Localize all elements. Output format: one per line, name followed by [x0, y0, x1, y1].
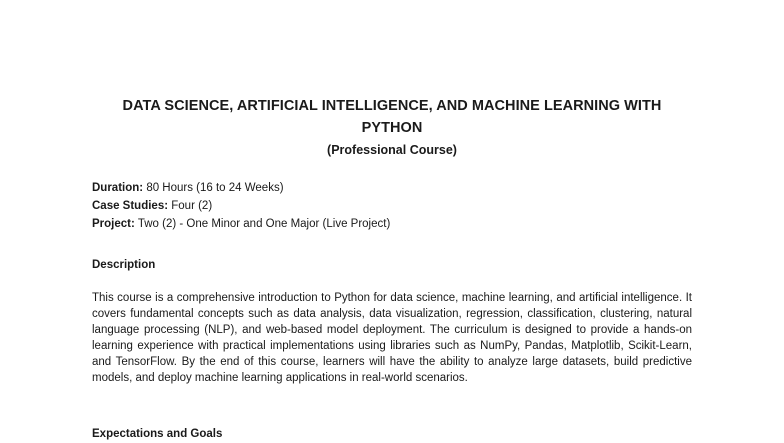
- meta-case-studies-label: Case Studies:: [92, 200, 169, 212]
- meta-duration-label: Duration:: [92, 182, 144, 194]
- meta-duration-value: 80 Hours (16 to 24 Weeks): [146, 182, 284, 194]
- description-paragraph: This course is a comprehensive introduction to Python for data science, machine learning, and artificial intelligence. It covers fundamental concepts such as data analysis, data visualization, regression, classification, clustering, natural language processing (NLP), and web-based model deployment. The curriculum is designed to provide a hands-on learning experience with practical implementations using libraries such as NumPy, Pandas, Matplotlib, Scikit-Learn, and TensorFlow. By the end of this course, learners will have the ability to analyze large datasets, build predictive models, and deploy machine learning applications in real-world scenarios.: [92, 292, 692, 384]
- meta-project-label: Project:: [92, 218, 135, 230]
- document-title: DATA SCIENCE, ARTIFICIAL INTELLIGENCE, AND MACHINE LEARNING WITH PYTHON: [122, 98, 662, 136]
- meta-case-studies: [92, 197, 390, 215]
- description-heading: Description: [92, 259, 156, 271]
- meta-project-value: Two (2) - One Minor and One Major (Live Project): [137, 218, 391, 230]
- course-meta: [92, 179, 390, 233]
- meta-case-studies-value: Four (2): [171, 200, 213, 212]
- document-subtitle: (Professional Course): [327, 143, 457, 157]
- meta-project: [92, 215, 390, 233]
- goals-heading: Expectations and Goals: [92, 428, 223, 440]
- meta-duration: [92, 179, 390, 197]
